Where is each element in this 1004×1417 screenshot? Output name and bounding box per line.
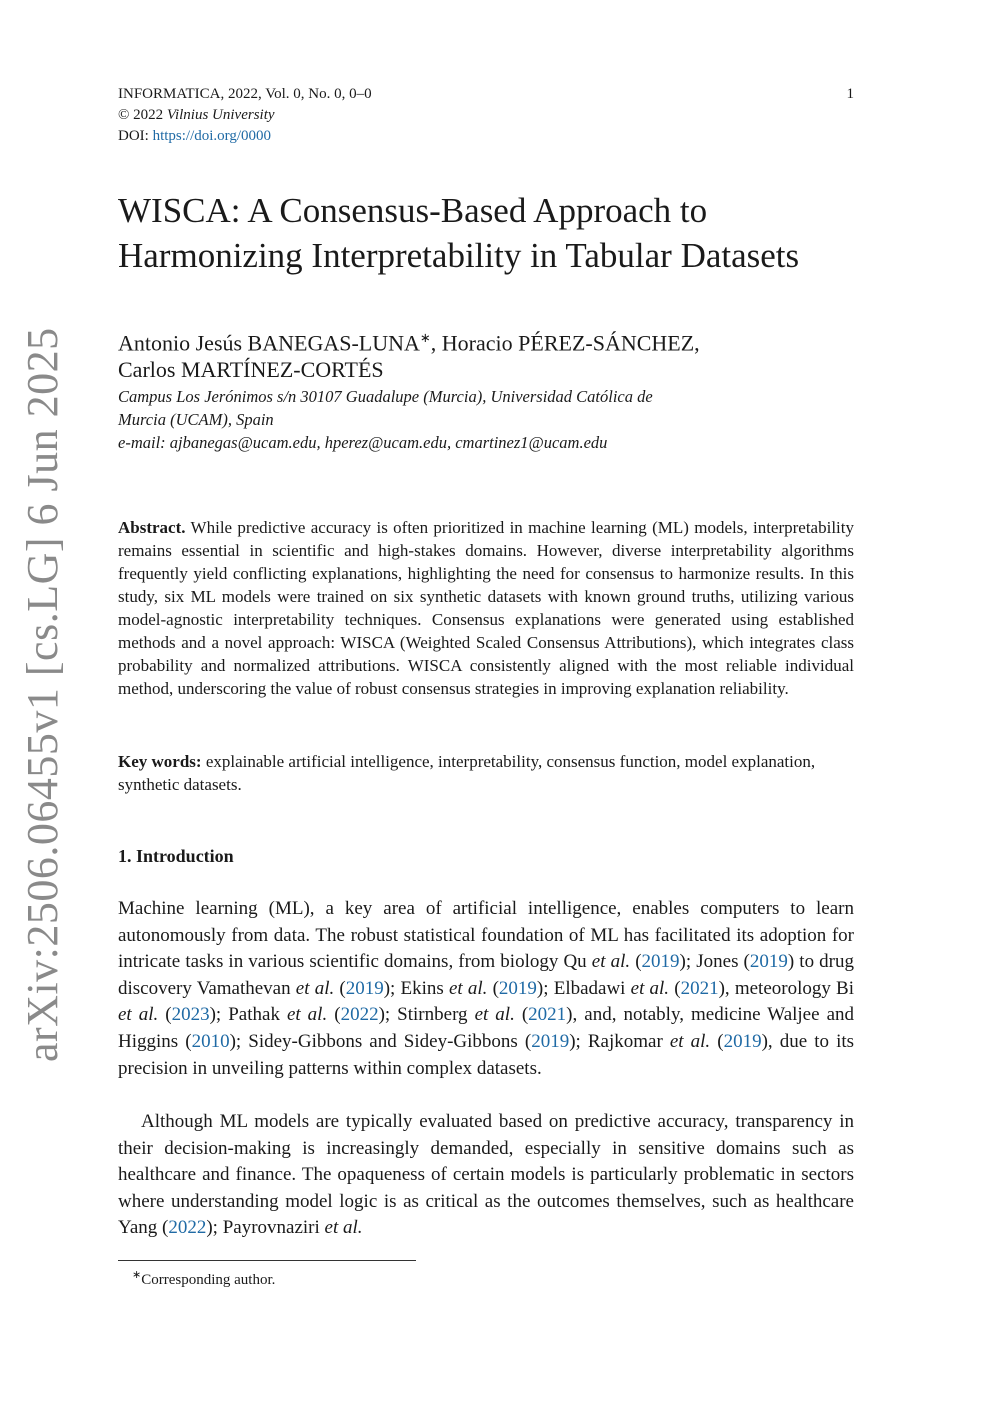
doi-line: DOI: https://doi.org/0000 (118, 128, 272, 144)
et-al-text: et al. (669, 1030, 711, 1052)
author-3: Carlos MARTÍNEZ-CORTÉS (118, 357, 384, 383)
intro-paragraph-1 (118, 896, 854, 1082)
citation-link[interactable]: 2019 (345, 977, 384, 999)
paragraph-text: ); Rajkomar (569, 1030, 670, 1052)
paragraph-text: ( (630, 951, 642, 973)
citation-link[interactable]: 2019 (749, 951, 788, 973)
paragraph-text: ( (669, 977, 681, 999)
doi-link[interactable]: https://doi.org/0000 (152, 128, 272, 144)
paragraph-text: ); Elbadawi (536, 977, 631, 999)
citation-link[interactable]: 2023 (171, 1004, 210, 1026)
paper-title: WISCA: A Consensus-Based Approach to Harmonizing Interpretability in Tabular Datasets (118, 191, 800, 275)
et-al-text: et al. (295, 977, 335, 999)
citation-link[interactable]: 2019 (498, 977, 537, 999)
citation-link[interactable]: 2019 (641, 951, 680, 973)
arxiv-identifier-stamp: arXiv:2506.06455v1 [cs.LG] 6 Jun 2025 (18, 327, 67, 1062)
paragraph-text: Machine learning (ML), a key area of artificial intelligence, enables computers to learn autonomously from data. The robust statistical foundation of ML has facilitated its adoption for intricate tasks in various scientific domains, from biology Qu (118, 898, 854, 973)
abstract-label: Abstract. (118, 518, 186, 537)
author-list: Antonio Jesús BANEGAS-LUNA∗, Horacio PÉREZ-SÁNCHEZ, Carlos MARTÍNEZ-CORTÉS (118, 330, 700, 383)
paragraph-text: ( (514, 1004, 529, 1026)
citation-link[interactable]: 2022 (168, 1217, 207, 1239)
author-2: Horacio PÉREZ-SÁNCHEZ, (441, 330, 700, 356)
et-al-text: et al. (324, 1217, 363, 1239)
keywords-text: explainable artificial intelligence, interpretability, consensus function, model explanation, synthetic datasets. (118, 752, 816, 794)
email-line: e-mail: ajbanegas@ucam.edu, hperez@ucam.edu, cmartinez1@ucam.edu (118, 433, 608, 452)
paragraph-text: Although ML models are typically evaluated based on predictive accuracy, transparency in their decision-making is increasingly demanded, especially in sensitive domains such as healthcare and finance. The opaqueness of certain models is particularly problematic in sectors where understanding model logic is as critical as the outcomes themselves, such as healthcare Yang ( (118, 1111, 854, 1239)
keywords-label: Key words: (118, 752, 202, 771)
abstract-text: While predictive accuracy is often prioritized in machine learning (ML) models, interpretability remains essential in scientific and high-stakes domains. However, diverse interpretability algorithms frequently yield conflicting explanations, highlighting the need for consensus to harmonize results. In this study, six ML models were trained on six synthetic datasets with known ground truths, utilizing various model-agnostic interpretability techniques. Consensus explanations were generated using established methods and a novel approach: WISCA (Weighted Scaled Consensus Attributions), which integrates class probability and normalized attributions. WISCA consistently aligned with the most reliable individual method, underscoring the value of robust consensus strategies in improving explanation reliability. (118, 518, 854, 698)
author-1: Antonio Jesús BANEGAS-LUNA (118, 330, 420, 356)
et-al-text: et al. (448, 977, 488, 999)
paragraph-text: ); Stirnberg (378, 1004, 475, 1026)
journal-line: INFORMATICA, 2022, Vol. 0, No. 0, 0–0 (118, 86, 372, 102)
paragraph-text: ); Sidey-Gibbons and Sidey-Gibbons ( (229, 1030, 532, 1052)
citation-link[interactable]: 2022 (340, 1004, 379, 1026)
paragraph-text: ( (327, 1004, 341, 1026)
paragraph-text: ( (710, 1030, 724, 1052)
copyright-line: © 2022 Vilnius University (118, 107, 275, 123)
paragraph-text: ); Jones ( (679, 951, 750, 973)
citation-link[interactable]: 2021 (528, 1004, 567, 1026)
citation-link[interactable]: 2019 (531, 1030, 570, 1052)
paragraph-text: ( (158, 1004, 172, 1026)
keywords (118, 750, 854, 796)
et-al-text: et al. (591, 951, 631, 973)
paragraph-text: ), meteorology Bi (718, 977, 854, 999)
et-al-text: et al. (474, 1004, 515, 1026)
et-al-text: et al. (630, 977, 670, 999)
et-al-text: et al. (118, 1004, 159, 1026)
paragraph-text: ( (334, 977, 346, 999)
citation-link[interactable]: 2021 (680, 977, 719, 999)
paragraph-text: ), and, notably, medicine Waljee and Higgins ( (118, 1004, 854, 1052)
affiliation: Campus Los Jerónimos s/n 30107 Guadalupe (Murcia), Universidad Católica de Murcia (UCAM), Spain e-mail: ajbanegas@ucam.edu, hperez@ucam.edu, cmartinez1@ucam.edu (118, 387, 653, 452)
paragraph-text: ( (487, 977, 499, 999)
citation-link[interactable]: 2010 (191, 1030, 230, 1052)
intro-paragraph-2 (118, 1109, 854, 1242)
abstract (118, 516, 854, 700)
paragraph-text: ); Ekins (383, 977, 449, 999)
footnote-rule (118, 1260, 416, 1261)
citation-link[interactable]: 2019 (723, 1030, 762, 1052)
page-number: 1 (846, 86, 854, 102)
section-heading-introduction: 1. Introduction (118, 846, 234, 866)
paragraph-text: ); Pathak (209, 1004, 287, 1026)
footnote: ∗Corresponding author. (132, 1269, 276, 1288)
paragraph-text: ), due to its precision in unveiling patterns within complex datasets. (118, 1030, 855, 1079)
et-al-text: et al. (286, 1004, 328, 1026)
corresponding-author-mark: ∗ (419, 330, 431, 345)
journal-header (118, 84, 854, 147)
paragraph-text: ); Payrovnaziri (206, 1217, 325, 1239)
paragraph-text: ) to drug discovery Vamathevan (118, 951, 855, 999)
